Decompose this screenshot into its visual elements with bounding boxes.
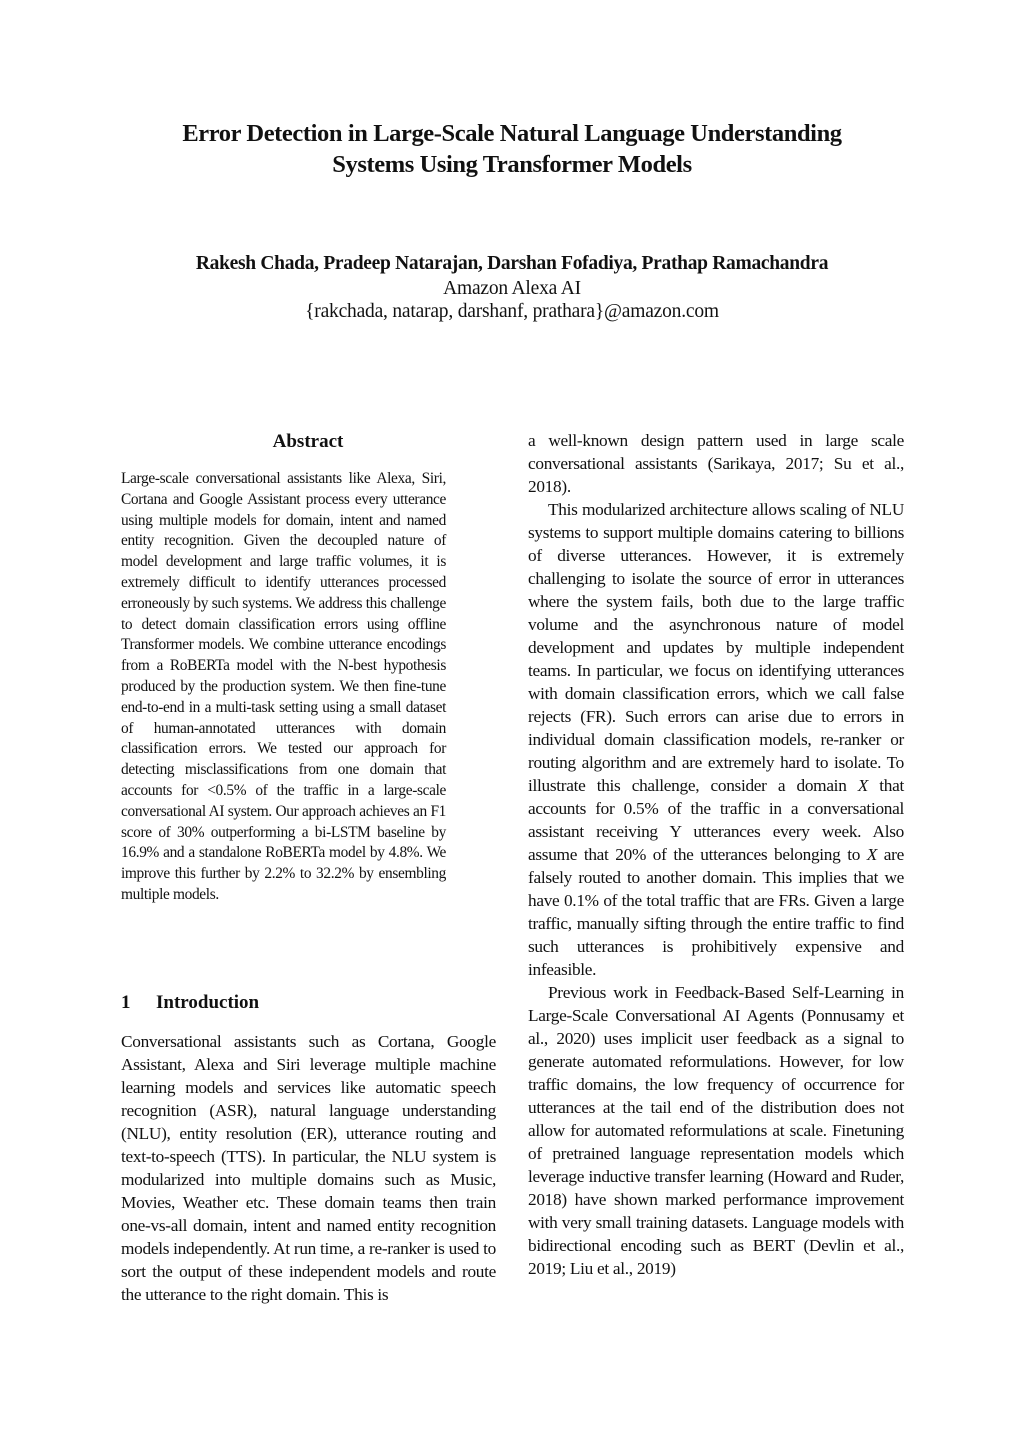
paragraph-2-text-a: This modularized architecture allows scaling of NLU systems to support multiple domains catering to billions of diverse utterances. However, it is extremely challenging to isolate the source of error in utterances where the system fails, both due to the large traffic volume and the asynchronous nature of model development and updates by multiple independent teams. In particular, we focus on identifying utterances with domain classification errors, which we call false rejects (FR). Such errors can arise due to errors in individual domain classification models, re-ranker or routing algorithm and are extremely hard to isolate. To illustrate this challenge, consider a domain <box>528 500 904 795</box>
introduction-paragraph-2 <box>528 498 904 981</box>
paper-title <box>100 118 924 180</box>
variable-x: X <box>866 845 878 864</box>
affiliation: Amazon Alexa AI <box>443 278 581 299</box>
introduction-paragraph-3: Previous work in Feedback-Based Self-Learning in Large-Scale Conversational AI Agents (Ponnusamy et al., 2020) uses implicit user feedback as a signal to generate automated reformulations. However, for low traffic domains, the low frequency of occurrence for utterances at the tail end of the distribution does not allow for automated reformulations at scale. Finetuning of pretrained language representation models which leverage inductive transfer learning (Howard and Ruder, 2018) have shown marked performance improvement with very small training datasets. Language models with bidirectional encoding such as BERT (Devlin et al., 2019; Liu et al., 2019) <box>528 983 904 1278</box>
variable-x: X <box>857 776 869 795</box>
paper-title-line-2: Systems Using Transformer Models <box>332 151 692 178</box>
section-heading-introduction <box>121 991 259 1015</box>
section-title: Introduction <box>156 992 260 1013</box>
right-column <box>528 429 904 1280</box>
section-number: 1 <box>121 992 131 1013</box>
author-list: Rakesh Chada, Pradeep Natarajan, Darshan Fofadiya, Prathap Ramachandra <box>195 253 829 274</box>
paper-title-line-1: Error Detection in Large-Scale Natural Language Understanding <box>182 120 842 147</box>
author-emails: {rakchada, natarap, darshanf, prathara}@amazon.com <box>305 301 719 322</box>
paragraph-2-text-c: are falsely routed to another domain. This implies that we have 0.1% of the total traffic that are FRs. Given a large traffic, manually sifting through the entire traffic to find such utterances is prohibitively expensive and infeasible. <box>528 845 904 979</box>
abstract-text: Large-scale conversational assistants like Alexa, Siri, Cortana and Google Assistant process every utterance using multiple models for domain, intent and named entity recognition. Given the decoupled nature of model development and large traffic volumes, it is extremely difficult to identify utterances processed erroneously by such systems. We address this challenge to detect domain classification errors using offline Transformer models. We combine utterance encodings from a RoBERTa model with the N-best hypothesis produced by the production system. We then fine-tune end-to-end in a multi-task setting using a small dataset of human-annotated utterances with domain classification errors. We tested our approach for detecting misclassifications from one domain that accounts for <0.5% of the traffic in a large-scale conversational AI system. Our approach achieves an F1 score of 30% outperforming a bi-LSTM baseline by 16.9% and a standalone RoBERTa model by 4.8%. We improve this further by 2.2% to 32.2% by ensembling multiple models. <box>121 470 446 903</box>
introduction-paragraph-1: Conversational assistants such as Cortana, Google Assistant, Alexa and Siri leverage multiple machine learning models and services like automatic speech recognition (ASR), natural language understanding (NLU), entity resolution (ER), utterance routing and text-to-speech (TTS). In particular, the NLU system is modularized into multiple domains such as Music, Movies, Weather etc. These domain teams then train one-vs-all domain, intent and named entity recognition models independently. At run time, a re-ranker is used to sort the output of these independent models and route the utterance to the right domain. This is <box>121 1032 496 1304</box>
abstract-heading: Abstract <box>272 431 344 452</box>
paragraph-2-text-b: that accounts for 0.5% of the traffic in a conversational assistant receiving Y utterances every week. Also assume that 20% of the utterances belonging to <box>528 776 905 864</box>
introduction-paragraph-1-continued: a well-known design pattern used in large scale conversational assistants (Sarikaya, 2017; Su et al., 2018). <box>528 431 904 496</box>
